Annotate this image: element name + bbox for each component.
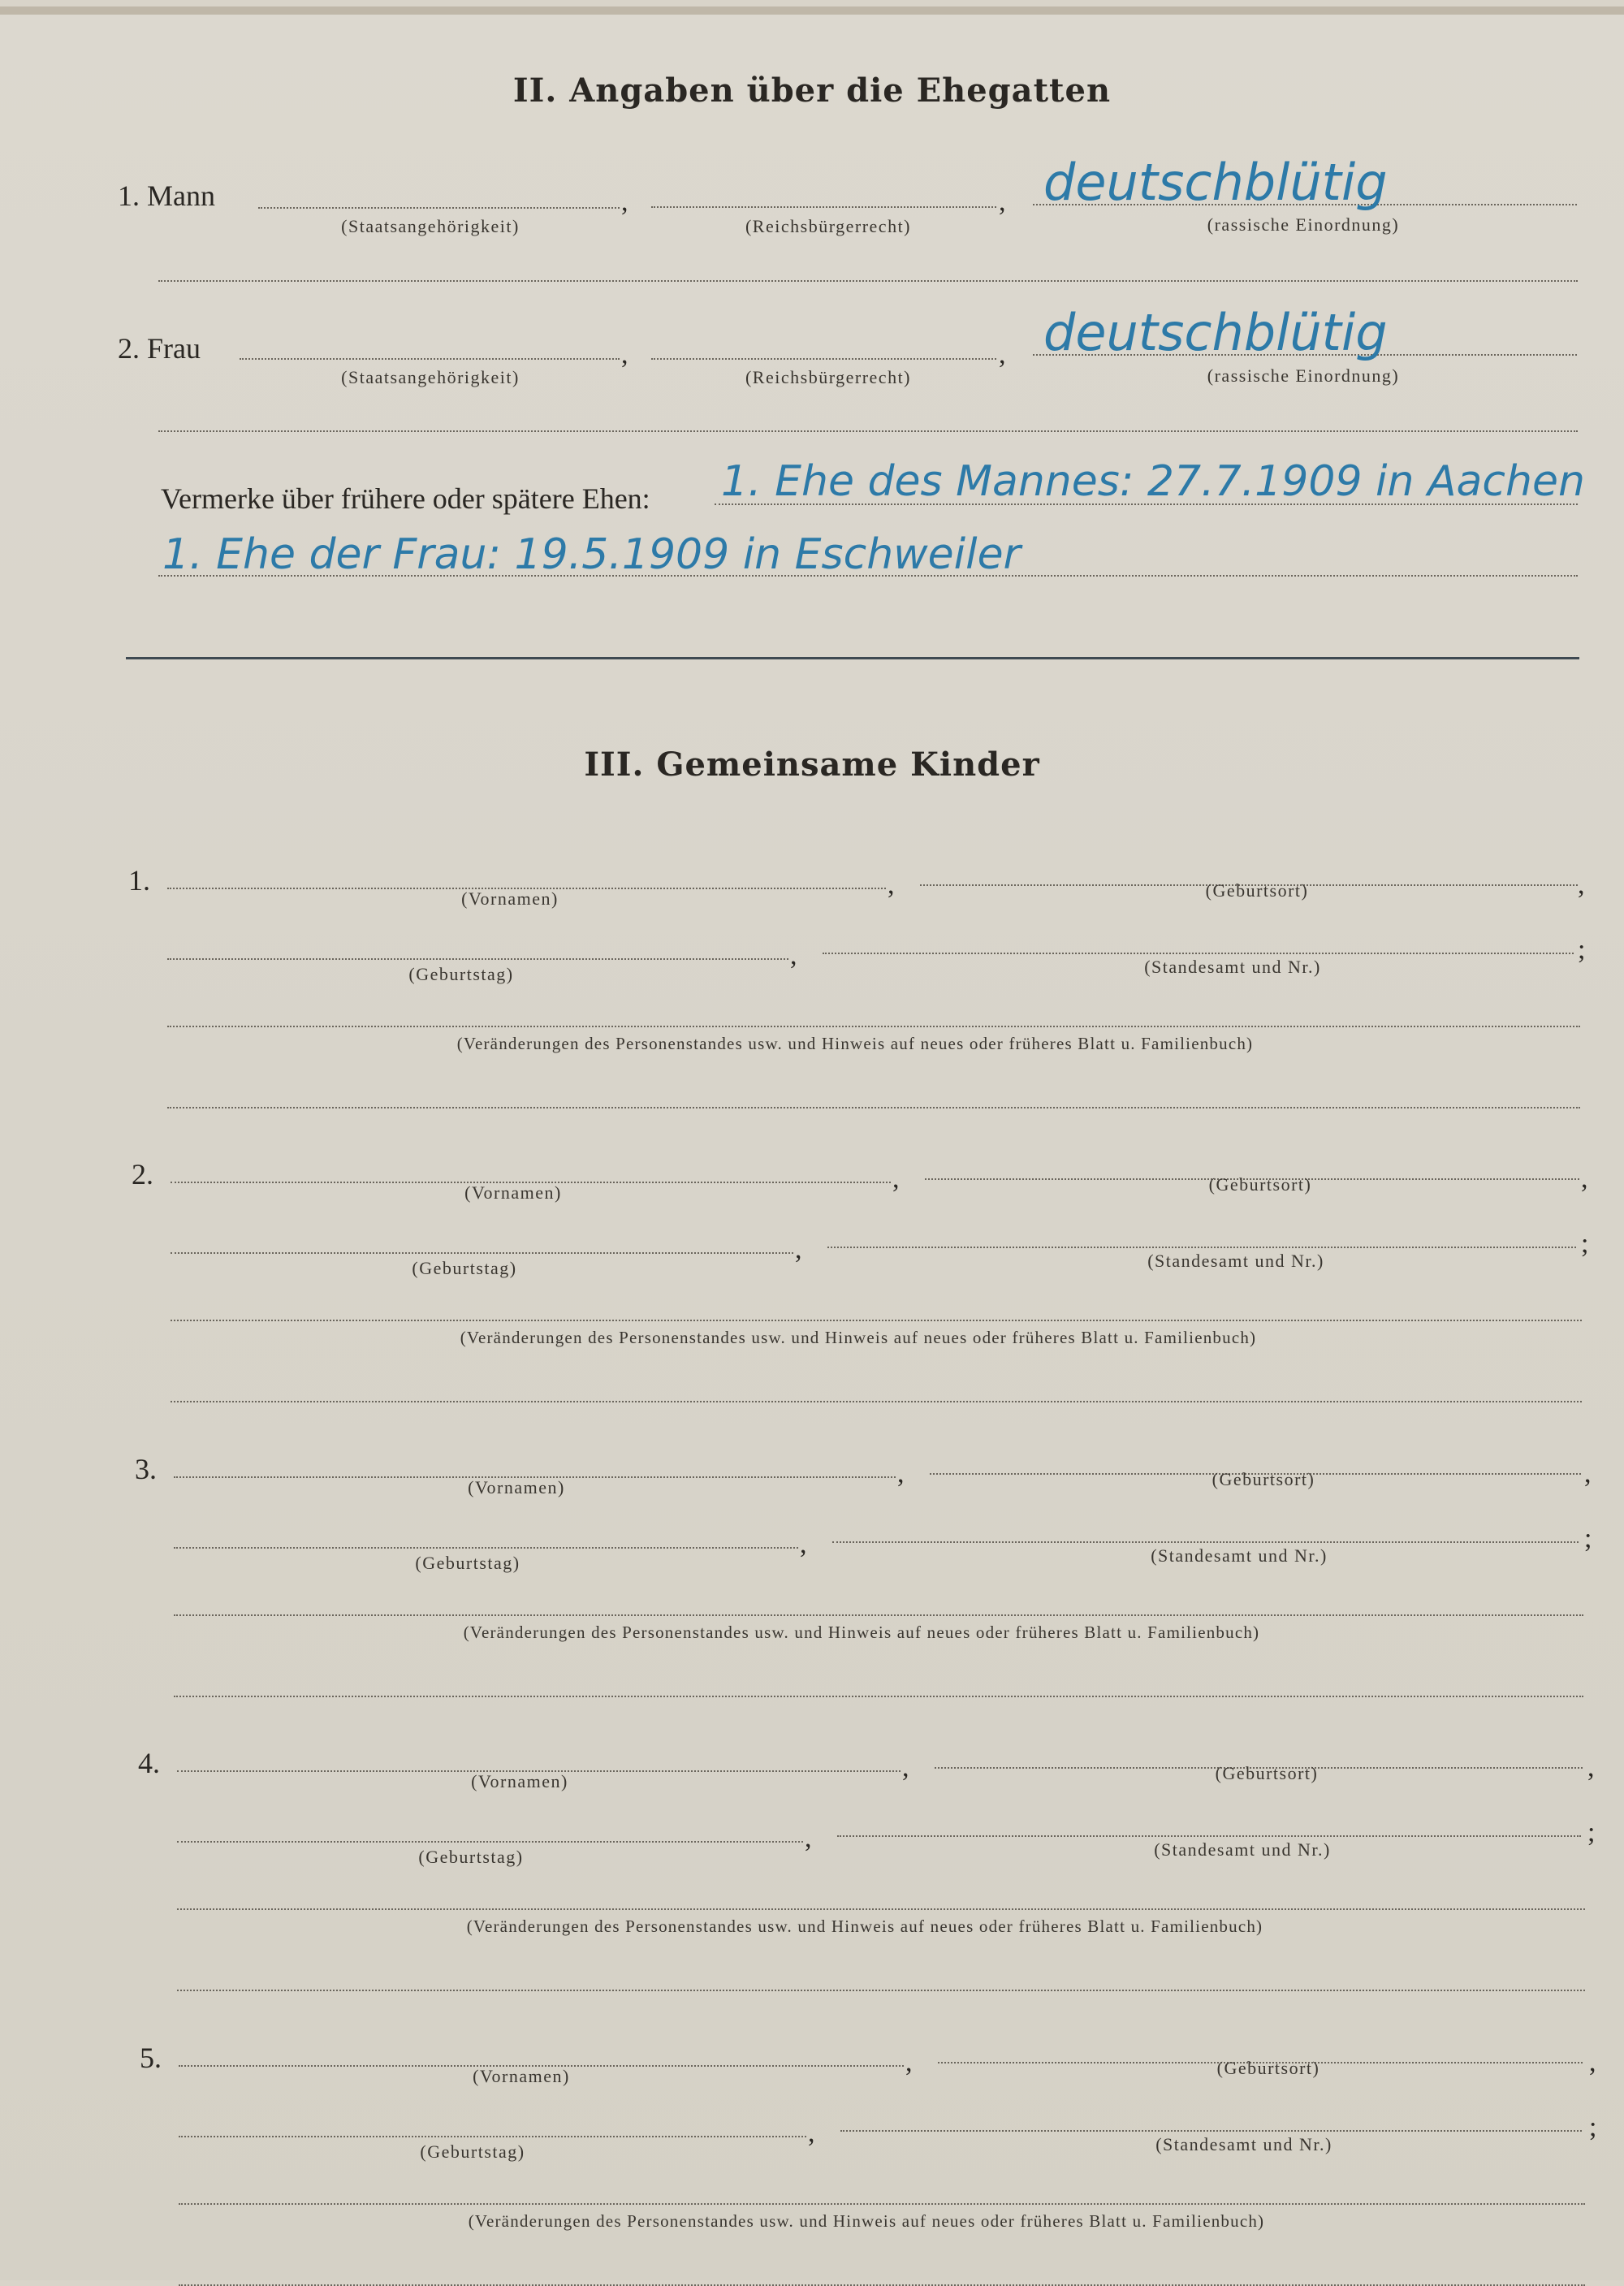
- frau-label: 2. Frau: [118, 332, 201, 365]
- child-extra-line[interactable]: [171, 1401, 1582, 1402]
- child-number: 3.: [135, 1453, 157, 1485]
- mann-staatsangehoerigkeit-field[interactable]: [258, 207, 620, 209]
- vermerke-handwritten-2: 1. Ehe der Frau: 19.5.1909 in Eschweiler: [162, 530, 1021, 579]
- frau-rassische-value: deutschblütig: [1043, 303, 1388, 362]
- child-geburtstag-field[interactable]: [174, 1547, 798, 1549]
- child-number: 2.: [132, 1158, 153, 1191]
- section-divider: [126, 657, 1579, 659]
- section-iii-title: III. Gemeinsame Kinder: [584, 745, 1040, 784]
- child-veraenderungen-field[interactable]: [174, 1614, 1583, 1616]
- child-veraenderungen-label: (Veränderungen des Personenstandes usw. und Hinweis auf neues oder früheres Blatt u. Familienbuch): [468, 2211, 1265, 2231]
- child-geburtstag-label: (Geburtstag): [415, 1553, 520, 1573]
- child-standesamt-label: (Standesamt und Nr.): [1154, 1839, 1331, 1860]
- child-standesamt-field[interactable]: [840, 2130, 1582, 2132]
- child-standesamt-field[interactable]: [832, 1541, 1579, 1543]
- vermerke-handwritten-1: 1. Ehe des Mannes: 27.7.1909 in Aachen: [721, 457, 1585, 506]
- child-geburtsort-label: (Geburtsort): [1212, 1469, 1315, 1489]
- child-standesamt-label: (Standesamt und Nr.): [1155, 2134, 1332, 2154]
- child-standesamt-label: (Standesamt und Nr.): [1151, 1545, 1328, 1566]
- child-number: 4.: [138, 1747, 160, 1779]
- child-geburtstag-field[interactable]: [171, 1252, 793, 1254]
- frau-rassische-label: (rassische Einordnung): [1207, 365, 1400, 386]
- mann-staatsangehoerigkeit-label: (Staatsangehörigkeit): [341, 216, 520, 236]
- child-veraenderungen-field[interactable]: [179, 2203, 1585, 2205]
- child-extra-line[interactable]: [167, 1107, 1580, 1108]
- child-geburtstag-label: (Geburtstag): [408, 964, 514, 984]
- child-geburtstag-label: (Geburtstag): [418, 1847, 524, 1867]
- child-geburtsort-label: (Geburtsort): [1215, 1763, 1319, 1783]
- child-extra-line[interactable]: [177, 1990, 1585, 1991]
- vermerke-label: Vermerke über frühere oder spätere Ehen:: [161, 482, 650, 515]
- child-standesamt-field[interactable]: [827, 1247, 1576, 1248]
- child-veraenderungen-field[interactable]: [167, 1026, 1580, 1027]
- mann-reichsbuergerrecht-label: (Reichsbürgerrecht): [745, 216, 912, 236]
- child-standesamt-label: (Standesamt und Nr.): [1147, 1251, 1324, 1271]
- child-standesamt-field[interactable]: [823, 953, 1574, 954]
- child-standesamt-field[interactable]: [837, 1835, 1581, 1837]
- child-vornamen-label: (Vornamen): [473, 2066, 570, 2086]
- mann-extra-line[interactable]: [158, 280, 1578, 282]
- page-top-edge: [0, 6, 1624, 15]
- section-ii-title: II. Angaben über die Ehegatten: [512, 71, 1112, 110]
- frau-reichsbuergerrecht-label: (Reichsbürgerrecht): [745, 367, 912, 387]
- child-veraenderungen-label: (Veränderungen des Personenstandes usw. und Hinweis auf neues oder früheres Blatt u. Familienbuch): [456, 1034, 1254, 1053]
- child-geburtstag-label: (Geburtstag): [420, 2141, 525, 2162]
- child-vornamen-label: (Vornamen): [471, 1771, 568, 1791]
- child-geburtstag-field[interactable]: [167, 958, 788, 960]
- mann-label: 1. Mann: [118, 179, 215, 212]
- frau-extra-line[interactable]: [158, 430, 1578, 432]
- child-veraenderungen-label: (Veränderungen des Personenstandes usw. und Hinweis auf neues oder früheres Blatt u. Familienbuch): [460, 1328, 1257, 1347]
- child-veraenderungen-label: (Veränderungen des Personenstandes usw. und Hinweis auf neues oder früheres Blatt u. Familienbuch): [466, 1917, 1263, 1936]
- child-veraenderungen-field[interactable]: [171, 1320, 1582, 1321]
- child-number: 5.: [140, 2042, 162, 2074]
- child-geburtstag-field[interactable]: [177, 1841, 803, 1843]
- frau-staatsangehoerigkeit-label: (Staatsangehörigkeit): [341, 367, 520, 387]
- child-veraenderungen-label: (Veränderungen des Personenstandes usw. und Hinweis auf neues oder früheres Blatt u. Familienbuch): [463, 1623, 1260, 1642]
- mann-rassische-label: (rassische Einordnung): [1207, 214, 1400, 235]
- frau-reichsbuergerrecht-field[interactable]: [651, 358, 996, 360]
- mann-reichsbuergerrecht-field[interactable]: [651, 206, 996, 208]
- child-extra-line[interactable]: [174, 1696, 1583, 1697]
- child-vornamen-label: (Vornamen): [468, 1477, 565, 1497]
- child-geburtstag-field[interactable]: [179, 2136, 806, 2137]
- mann-rassische-value: deutschblütig: [1043, 153, 1388, 212]
- child-number: 1.: [128, 864, 150, 897]
- child-vornamen-label: (Vornamen): [461, 888, 559, 909]
- child-geburtsort-label: (Geburtsort): [1216, 2058, 1320, 2078]
- child-vornamen-label: (Vornamen): [464, 1182, 562, 1203]
- form-page: II. Angaben über die Ehegatten 1. Mann , , deutschblütig (Staatsangehörigkeit) (Reichsbürgerrecht) (rassische Einordnung) 2. Frau , , deutschblütig (Staatsangehörigkeit) (Reichsbürgerrecht) (rassische Einordnung) Vermerke über frühere oder spätere Ehen: 1. Ehe des Mannes: 27.7.1909 in Aachen 1. Ehe der Frau: 19.5.1909 in Eschweiler III. Gemeinsame Kinder 1. , , (Vornamen) (Geburtsort) , ; (Geburtstag) (Standesamt und Nr.) (Veränderungen des Personenstandes usw. und Hinweis auf neues oder früheres Blatt u. Familienbuch) 2. , , (Vornamen) (Geburtsort) , ; (Geburtstag) (Standesamt und Nr.) (Veränderungen des Personenstandes usw. und Hinweis auf neues oder früheres Blatt u. Familienbuch) 3. , , (Vornamen) (Geburtsort) , ; (Geburtstag) (Standesamt und Nr.) (Veränderungen des Personenstandes usw. und Hinweis auf neues oder früheres Blatt u. Familienbuch) 4. , , (Vornamen) (Geburtsort) , ; (Geburtstag) (Standesamt und Nr.) (Veränderungen des Personenstandes usw. und Hinweis auf neues oder früheres Blatt u. Familienbuch) 5. , , (Vornamen) (Geburtsort) , ; (Geburtstag) (Standesamt und Nr.) (Veränderungen des Personenstandes usw. und Hinweis auf neues oder früheres Blatt u. Familienbuch): [0, 6, 1624, 2280]
- child-geburtsort-label: (Geburtsort): [1208, 1174, 1312, 1195]
- child-veraenderungen-field[interactable]: [177, 1908, 1585, 1910]
- child-geburtstag-label: (Geburtstag): [412, 1258, 517, 1278]
- child-standesamt-label: (Standesamt und Nr.): [1144, 957, 1321, 977]
- child-geburtsort-label: (Geburtsort): [1205, 880, 1309, 901]
- frau-staatsangehoerigkeit-field[interactable]: [240, 358, 620, 360]
